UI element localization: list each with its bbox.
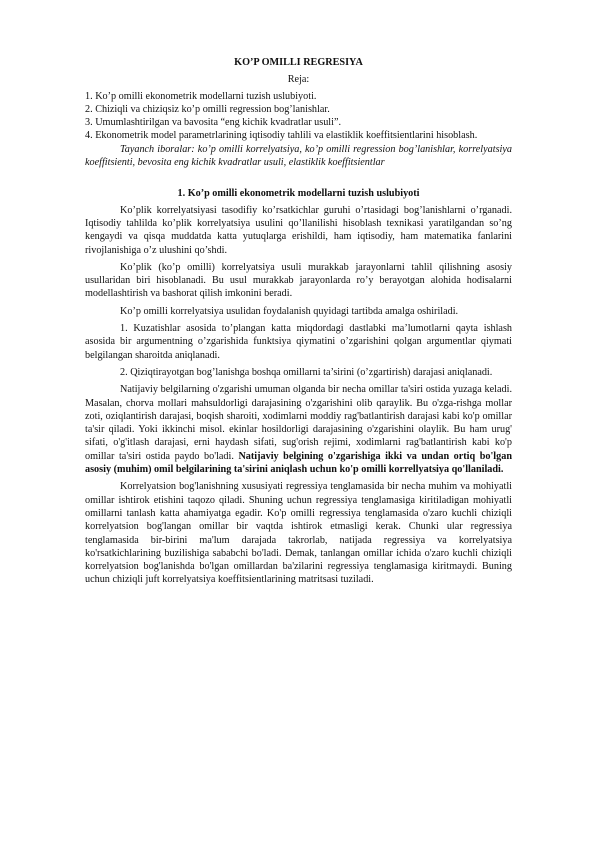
plan-item: 2. Chiziqli va chiziqsiz ko’p omilli regression bog’lanishlar. — [85, 103, 330, 115]
plan-item: 4. Ekonometrik model parametrlarining iqtisodiy tahlili va elastiklik koeffitsientlarini hisoblash. — [85, 130, 478, 142]
plan-item: 1. Ko’p omilli ekonometrik modellarni tuzish uslubiyoti. — [85, 90, 317, 102]
body-paragraph: Ko’plik (ko’p omilli) korrelyatsiya usuli murakkab jarayonlarni tahlil qilishning asosiy usullaridan biri hisoblanadi. Bu usul murakkab jarayonlarda ro’y berayotgan alohida hodisalarni modellashtirish va bashorat qilish imkonini beradi. — [85, 261, 512, 300]
plan-heading: Reja: — [287, 74, 310, 86]
document-title: KO’P OMILLI REGRESIYA — [234, 57, 363, 68]
body-paragraph: Ko’plik korrelyatsiyasi tasodifiy ko’rsatkichlar guruhi o’rtasidagi bog’lanishlarni o’rganadi. Iqtisodiy tahlilda ko’plik korrelyatsiya usulini qo’llanilishi hisoblash texnikasi yaratilgandan so’ng kengaydi va qisqa muddatda katta yutuqlarga erishildi, ham iqtisodiy, ham matematika fanlarini rivojlanishiga o’z ulushini qo’shdi. — [85, 204, 512, 256]
bold-emphasis: Natijaviy belgining o'zgarishiga ikki va undan ortiq bo'lgan asosiy (muhim) omil belgilarining ta'sirini aniqlash uchun ko'p omilli korrellyatsiya qo'llaniladi. — [85, 450, 512, 476]
document-page — [85, 56, 512, 591]
body-paragraph: Korrelyatsion bog'lanishning xususiyati regressiya tenglamasida bir necha muhim va mohiyatli omillar ishtirok etishini taqozo qiladi. Shuning uchun regressiya tenglamasiga kiritiladigan mohiyatli omillarni tanlash katta ahamiyatga egadir. Ko'p omilli regressiya tenglamasida o'zaro kuchli chiziqli korrelyatsion bog'langan omillar bir vaqtda ishtirok etmasligi kerak. Chunki ular regressiya tenglamasida bir-birini ma'lum darajada takrorlab, natijada regressiya va korrelyatsiya ko'rsatkichlarining buzilishiga sababchi bo'ladi. Demak, tanlangan omillar ichida o'zaro kuchli chiziqli korrelyatsion bog'lanishda bo'lgan omillardan ba'zilarini regressiya tenglamasiga kiritmaydi. Buning uchun chiziqli juft korrelyatsiya koeffitsientlarining matritsasi tuziladi. — [85, 481, 512, 586]
plan-item: 3. Umumlashtirilgan va bavosita “eng kichik kvadratlar usuli”. — [85, 117, 342, 129]
body-paragraph: 1. Kuzatishlar asosida to’plangan katta miqdordagi dastlabki ma’lumotlarni qayta ishlash asosida bir argumentning o’zgarishida funktsiya qiymatini o’zgarishini qolgan argumentlar qiymati belgilangan sharoitda aniqlanadi. — [85, 323, 512, 361]
body-paragraph: Ko’p omilli korrelyatsiya usulidan foydalanish quyidagi tartibda amalga oshiriladi. — [120, 305, 459, 317]
paragraph-text: Natijaviy belgilarning o'zgarishi umuman olganda bir necha omillar ta'siri ostida yuzaga keladi. Masalan, chorva mollari mahsuldorligi darajasining o'zgarishini olib qaraylik. Bu o'zga-rishga mollar zoti, oziqlantirish darajasi, boqish sharoiti, xodimlarni moddiy rag'batlantirish darajasi kabi ko'p omillar ta'sir qiladi. Yoki ikkinchi misol. ekinlar hosildorligi darajasining o'zgarishini olaylik. Bu ham urug' sifati, o'g'itlash darajasi, erni haydash sifati, sug'orish rejimi, xodimlarni rag'batlantirish kabi ko'p omillar ta'siri ostida paydo bo'ladi. — [85, 384, 512, 462]
keywords-paragraph: Tayanch iboralar: ko’p omilli korrelyatsiya, ko’p omilli regression bog’lanishlar, korrelyatsiya koeffitsienti, bevosita eng kichik kvadratlar usuli, elastiklik koeffitsientlar — [85, 143, 512, 169]
body-paragraph — [85, 383, 512, 476]
section-heading: 1. Ko’p omilli ekonometrik modellarni tuzish uslubiyoti — [177, 188, 420, 200]
body-paragraph: 2. Qiziqtirayotgan bog’lanishga boshqa omillarni ta’sirini (o’zgartirish) darajasi aniqlanadi. — [120, 366, 493, 378]
plan-list — [85, 90, 512, 143]
